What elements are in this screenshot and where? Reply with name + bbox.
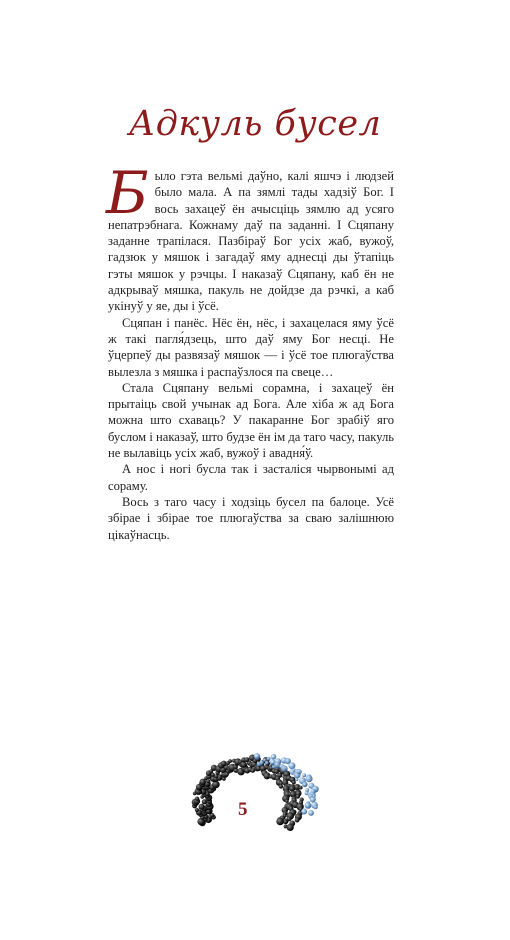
page-number: 5 — [238, 799, 248, 820]
paragraph-5: Вось з таго часу і ходзіць бусел па балоце. Усё збірае і збірае тое плюгаўства за сваю залішнюю цікаўнасць. — [108, 494, 394, 542]
paragraph-1 — [106, 159, 394, 315]
paragraph-3: Стала Сцяпану вельмі сорамна, і захацеў ён прытаіць свой учынак ад Бога. Але хіба ж ад Бога можна што схаваць? У пакаранне Бог зрабіў яго буслом і наказаў, што будзе ён ім да таго часу, пакуль не вылавіць усіх жаб, вужоў і авадня́ў. — [108, 380, 394, 461]
paragraph-4: А нос і ногі бусла так і засталіся чырвонымі ад сораму. — [108, 462, 394, 493]
dark-bead-arc — [192, 755, 304, 832]
chapter-title: Адкуль бусел — [128, 104, 382, 144]
drop-cap: Б — [106, 159, 149, 227]
paragraph-2: Сцяпан і панёс. Нёс ён, нёс, і захацелася яму ўсё ж такі пагля́дзець, што даў яму Бог несці. Не ўцерпеў ды развязаў мяшок — і ўсё тое плюгаўства вылезла з мяшка і распаўзлося па свеце… — [108, 315, 394, 379]
paragraph-1-text: ыло гэта вельмі даўно, калі яшчэ і людзей было мала. А па зямлі тады хадзіў Бог. І вось захацеў ён ачысціць зямлю ад усяго непатрэбнага. Кожнаму даў па заданні. І Сцяпану заданне трапілася. Пазбіраў Бог усіх жаб, вужоў, гадзюк у мяшок і загадаў яму аднесці ды ўтапіць гэты мяшок у рэчцы. І наказаў Сцяпану, каб ён не адкрываў мяшка, пакуль не дойдзе да рэчкі, а каб укінуў у яе, ды і ўсё. — [108, 169, 394, 314]
beaded-wreath-icon — [170, 720, 340, 860]
story-text — [106, 159, 394, 543]
